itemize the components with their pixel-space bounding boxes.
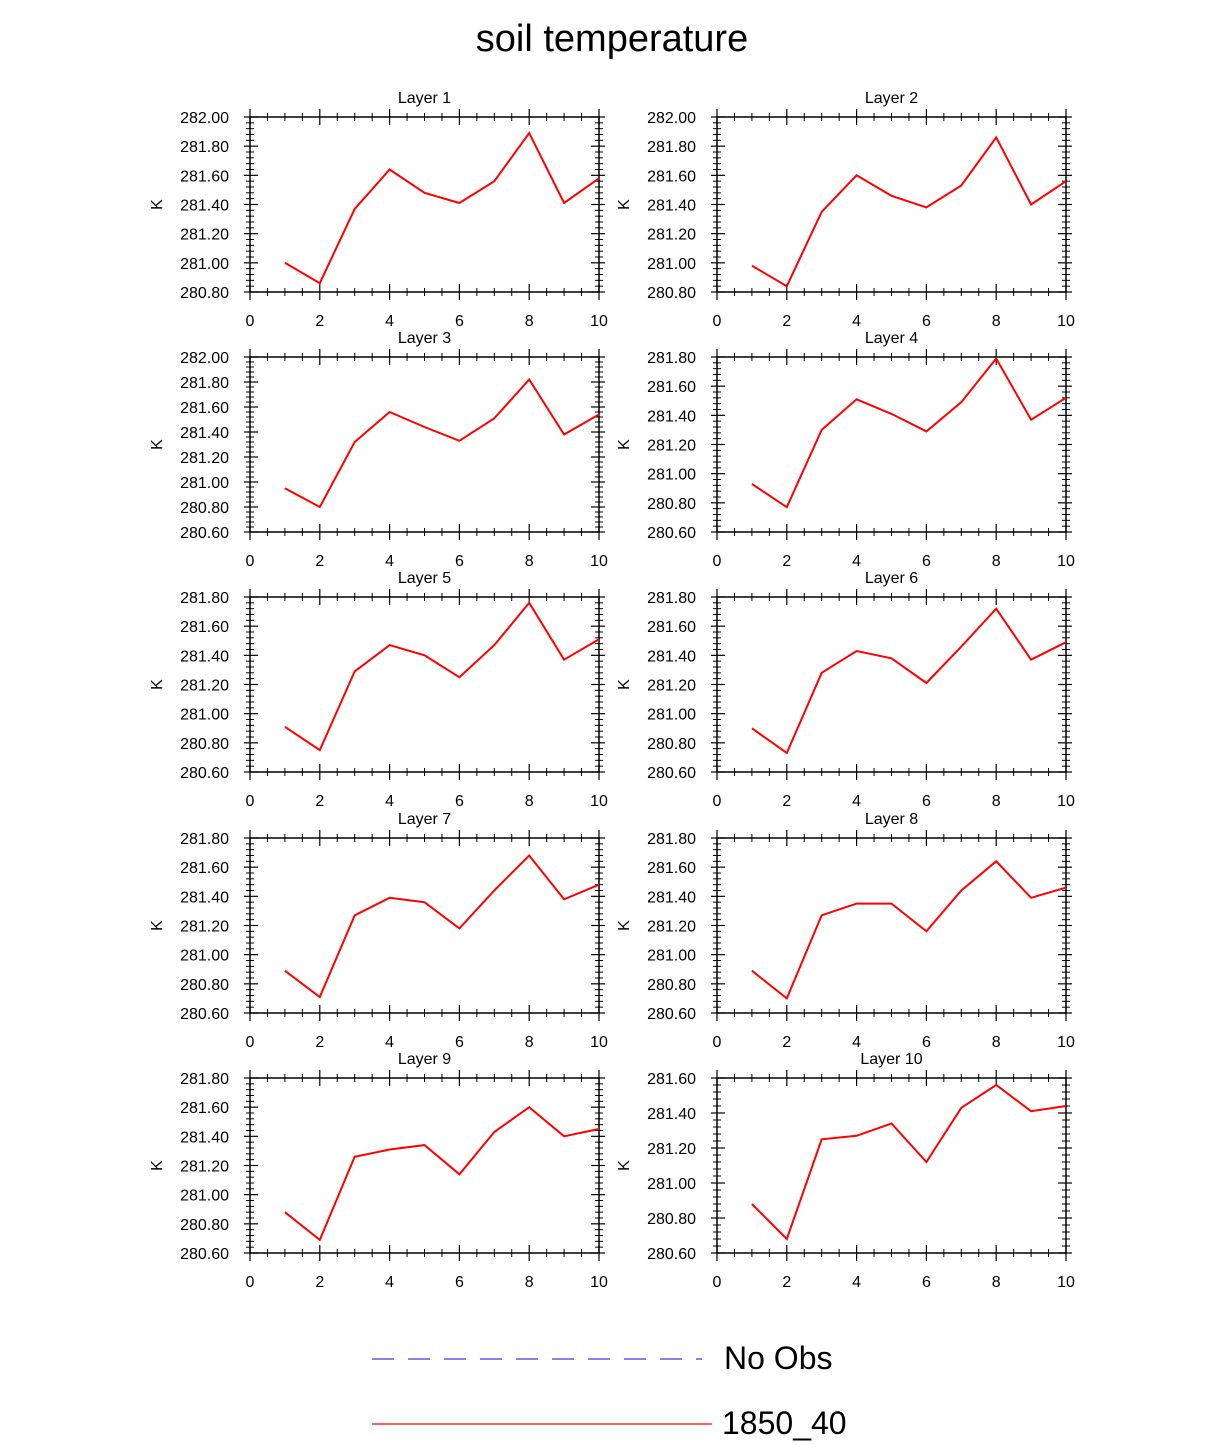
panel-4 <box>616 330 1075 570</box>
y-tick-label: 281.60 <box>180 400 229 417</box>
x-tick-label: 8 <box>525 793 534 810</box>
x-tick-label: 6 <box>922 1034 931 1051</box>
chart-title: soil temperature <box>0 18 1224 61</box>
y-tick-label: 281.20 <box>647 678 696 695</box>
y-tick-label: 281.00 <box>180 475 229 492</box>
x-tick-label: 4 <box>385 1274 394 1291</box>
y-tick-label: 280.80 <box>647 496 696 513</box>
plot-frame <box>717 117 1066 292</box>
y-tick-label: 281.00 <box>647 707 696 724</box>
y-axis-label: K <box>616 679 633 690</box>
panel-2 <box>616 90 1075 330</box>
panel-3 <box>149 330 608 570</box>
y-tick-label: 280.60 <box>180 1246 229 1263</box>
x-tick-label: 4 <box>385 1034 394 1051</box>
panel-title: Layer 8 <box>865 811 918 828</box>
x-tick-label: 2 <box>315 1034 324 1051</box>
y-axis-label: K <box>149 920 166 931</box>
legend-label-no-obs: No Obs <box>724 1340 832 1377</box>
y-tick-label: 281.40 <box>647 648 696 665</box>
x-tick-label: 2 <box>315 313 324 330</box>
x-tick-label: 0 <box>713 553 722 570</box>
y-tick-label: 281.60 <box>647 619 696 636</box>
y-tick-label: 281.40 <box>647 1106 696 1123</box>
y-tick-label: 281.40 <box>647 889 696 906</box>
y-tick-label: 281.00 <box>180 1188 229 1205</box>
y-tick-label: 280.80 <box>180 736 229 753</box>
panel-5 <box>149 570 608 810</box>
x-tick-label: 8 <box>525 1034 534 1051</box>
series-line <box>285 603 599 750</box>
x-tick-label: 6 <box>455 1274 464 1291</box>
x-tick-label: 10 <box>1057 1274 1075 1291</box>
y-tick-label: 280.60 <box>647 765 696 782</box>
y-axis-label: K <box>616 439 633 450</box>
y-tick-label: 281.80 <box>180 139 229 156</box>
y-tick-label: 281.80 <box>180 375 229 392</box>
x-tick-label: 8 <box>525 313 534 330</box>
y-tick-label: 281.20 <box>180 450 229 467</box>
panel-1 <box>149 90 608 330</box>
y-tick-label: 281.60 <box>647 168 696 185</box>
y-axis-label: K <box>149 679 166 690</box>
y-tick-label: 281.40 <box>180 425 229 442</box>
x-tick-label: 8 <box>525 1274 534 1291</box>
x-tick-label: 8 <box>992 793 1001 810</box>
y-tick-label: 281.60 <box>180 1100 229 1117</box>
plot-frame <box>717 838 1066 1013</box>
y-tick-label: 281.20 <box>647 227 696 244</box>
series-line <box>285 133 599 283</box>
panel-6 <box>616 570 1075 810</box>
x-tick-label: 8 <box>992 1274 1001 1291</box>
y-tick-label: 281.60 <box>647 379 696 396</box>
y-axis-label: K <box>149 1160 166 1171</box>
panel-8 <box>616 811 1075 1051</box>
x-tick-label: 0 <box>713 1274 722 1291</box>
y-tick-label: 281.00 <box>180 707 229 724</box>
panel-title: Layer 1 <box>398 90 451 107</box>
x-tick-label: 4 <box>385 553 394 570</box>
x-tick-label: 2 <box>782 553 791 570</box>
y-axis-label: K <box>149 199 166 210</box>
x-tick-label: 8 <box>992 313 1001 330</box>
panel-7 <box>149 811 608 1051</box>
plot-frame <box>250 838 599 1013</box>
y-tick-label: 281.60 <box>647 860 696 877</box>
legend-entry-no-obs <box>372 1340 892 1380</box>
x-tick-label: 4 <box>852 313 861 330</box>
panel-title: Layer 9 <box>398 1051 451 1068</box>
y-tick-label: 281.00 <box>180 256 229 273</box>
x-tick-label: 4 <box>852 793 861 810</box>
x-tick-label: 10 <box>1057 313 1075 330</box>
panel-title: Layer 3 <box>398 330 451 347</box>
y-tick-label: 280.60 <box>647 1006 696 1023</box>
y-tick-label: 281.80 <box>647 831 696 848</box>
x-tick-label: 4 <box>385 313 394 330</box>
y-tick-label: 281.80 <box>647 139 696 156</box>
y-tick-label: 282.00 <box>180 110 229 127</box>
panel-title: Layer 10 <box>860 1051 922 1068</box>
y-tick-label: 281.60 <box>180 619 229 636</box>
y-tick-label: 281.80 <box>180 590 229 607</box>
series-line <box>285 380 599 508</box>
x-tick-label: 6 <box>455 313 464 330</box>
x-tick-label: 8 <box>992 553 1001 570</box>
y-tick-label: 280.60 <box>647 1246 696 1263</box>
y-tick-label: 280.60 <box>647 525 696 542</box>
y-tick-label: 280.60 <box>180 765 229 782</box>
y-axis-label: K <box>616 199 633 210</box>
y-tick-label: 280.60 <box>180 1006 229 1023</box>
x-tick-label: 2 <box>782 1034 791 1051</box>
y-tick-label: 281.80 <box>180 831 229 848</box>
x-tick-label: 6 <box>455 553 464 570</box>
legend-entry-1850-40 <box>372 1405 892 1445</box>
series-line <box>752 861 1066 998</box>
x-tick-label: 8 <box>525 553 534 570</box>
x-tick-label: 4 <box>852 1034 861 1051</box>
x-tick-label: 2 <box>315 1274 324 1291</box>
y-tick-label: 280.80 <box>180 285 229 302</box>
y-tick-label: 281.20 <box>647 438 696 455</box>
legend-swatch-1850-40 <box>372 1405 712 1445</box>
plot-frame <box>717 1078 1066 1253</box>
panel-9 <box>149 1051 608 1291</box>
y-tick-label: 281.40 <box>180 1129 229 1146</box>
x-tick-label: 10 <box>590 313 608 330</box>
plot-frame <box>717 597 1066 772</box>
series-line <box>285 1107 599 1240</box>
x-tick-label: 10 <box>1057 793 1075 810</box>
x-tick-label: 2 <box>782 313 791 330</box>
y-tick-label: 280.60 <box>180 525 229 542</box>
panel-title: Layer 6 <box>865 570 918 587</box>
plot-frame <box>250 597 599 772</box>
panel-title: Layer 2 <box>865 90 918 107</box>
panel-title: Layer 4 <box>865 330 918 347</box>
y-tick-label: 280.80 <box>647 977 696 994</box>
x-tick-label: 2 <box>315 793 324 810</box>
x-tick-label: 0 <box>713 1034 722 1051</box>
x-tick-label: 8 <box>992 1034 1001 1051</box>
y-tick-label: 281.40 <box>647 408 696 425</box>
y-tick-label: 281.20 <box>180 919 229 936</box>
panel-title: Layer 5 <box>398 570 451 587</box>
x-tick-label: 10 <box>1057 553 1075 570</box>
series-line <box>752 137 1066 286</box>
panel-10 <box>616 1051 1075 1291</box>
plot-frame <box>250 117 599 292</box>
y-tick-label: 281.00 <box>647 467 696 484</box>
x-tick-label: 10 <box>590 553 608 570</box>
y-tick-label: 281.40 <box>647 198 696 215</box>
series-line <box>752 609 1066 753</box>
x-tick-label: 0 <box>246 313 255 330</box>
y-tick-label: 281.00 <box>647 948 696 965</box>
y-tick-label: 281.00 <box>647 1176 696 1193</box>
x-tick-label: 4 <box>852 553 861 570</box>
x-tick-label: 6 <box>922 313 931 330</box>
x-tick-label: 4 <box>852 1274 861 1291</box>
x-tick-label: 6 <box>922 1274 931 1291</box>
y-tick-label: 281.80 <box>647 590 696 607</box>
plot-frame <box>250 357 599 532</box>
x-tick-label: 0 <box>246 1034 255 1051</box>
series-line <box>752 1085 1066 1239</box>
y-axis-label: K <box>149 439 166 450</box>
y-tick-label: 280.80 <box>180 977 229 994</box>
y-tick-label: 281.40 <box>180 198 229 215</box>
x-tick-label: 10 <box>590 1034 608 1051</box>
y-tick-label: 281.20 <box>180 678 229 695</box>
panel-title: Layer 7 <box>398 811 451 828</box>
y-axis-label: K <box>616 1160 633 1171</box>
x-tick-label: 2 <box>782 793 791 810</box>
x-tick-label: 0 <box>713 793 722 810</box>
x-tick-label: 0 <box>246 553 255 570</box>
y-tick-label: 281.80 <box>180 1071 229 1088</box>
y-tick-label: 280.80 <box>647 285 696 302</box>
x-tick-label: 6 <box>922 793 931 810</box>
plot-frame <box>717 357 1066 532</box>
y-tick-label: 281.00 <box>647 256 696 273</box>
x-tick-label: 10 <box>590 793 608 810</box>
y-tick-label: 281.60 <box>180 860 229 877</box>
y-tick-label: 280.80 <box>647 1211 696 1228</box>
x-tick-label: 0 <box>246 1274 255 1291</box>
y-tick-label: 280.80 <box>180 500 229 517</box>
x-tick-label: 0 <box>246 793 255 810</box>
y-tick-label: 281.20 <box>180 1159 229 1176</box>
legend-label-1850-40: 1850_40 <box>722 1405 847 1442</box>
x-tick-label: 2 <box>782 1274 791 1291</box>
y-tick-label: 282.00 <box>647 110 696 127</box>
legend-swatch-no-obs <box>372 1340 712 1380</box>
y-tick-label: 281.20 <box>180 227 229 244</box>
y-tick-label: 282.00 <box>180 350 229 367</box>
y-axis-label: K <box>616 920 633 931</box>
y-tick-label: 281.40 <box>180 648 229 665</box>
x-tick-label: 10 <box>590 1274 608 1291</box>
x-tick-label: 6 <box>455 1034 464 1051</box>
x-tick-label: 0 <box>713 313 722 330</box>
series-line <box>752 359 1066 508</box>
y-tick-label: 281.60 <box>647 1071 696 1088</box>
y-tick-label: 281.00 <box>180 948 229 965</box>
y-tick-label: 280.80 <box>180 1217 229 1234</box>
x-tick-label: 2 <box>315 553 324 570</box>
y-tick-label: 281.20 <box>647 919 696 936</box>
y-tick-label: 281.80 <box>647 350 696 367</box>
y-tick-label: 281.60 <box>180 168 229 185</box>
y-tick-label: 280.80 <box>647 736 696 753</box>
y-tick-label: 281.40 <box>180 889 229 906</box>
x-tick-label: 10 <box>1057 1034 1075 1051</box>
series-line <box>285 856 599 998</box>
x-tick-label: 6 <box>922 553 931 570</box>
y-tick-label: 281.20 <box>647 1141 696 1158</box>
x-tick-label: 6 <box>455 793 464 810</box>
x-tick-label: 4 <box>385 793 394 810</box>
